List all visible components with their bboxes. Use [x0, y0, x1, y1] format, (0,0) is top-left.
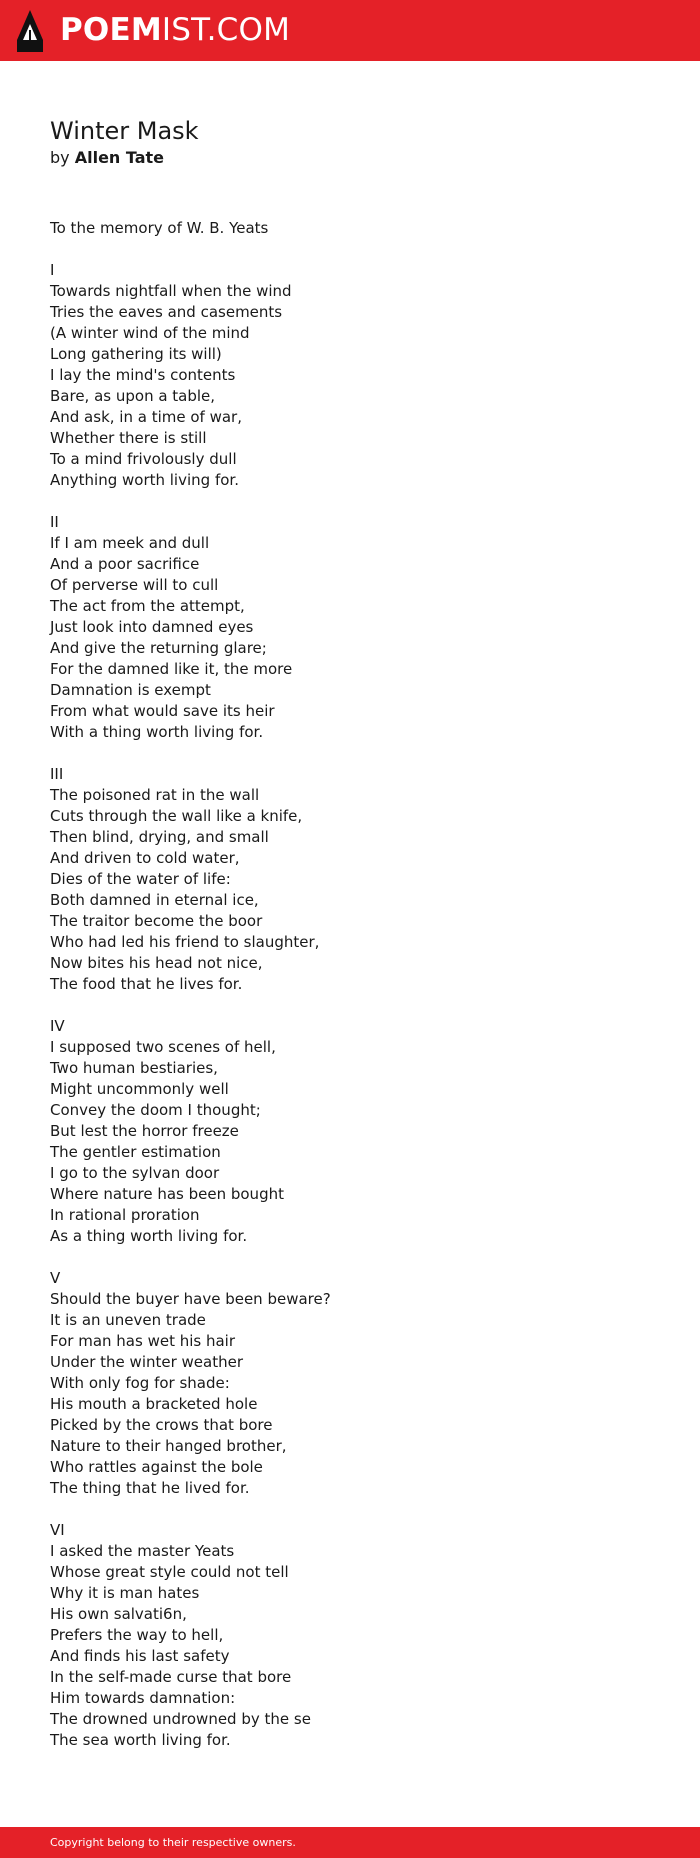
poem-line: For man has wet his hair [50, 1332, 236, 1350]
poem-line: And a poor sacrifice [50, 555, 200, 573]
stanza-break [50, 239, 331, 260]
poem-line: With only fog for shade: [50, 1374, 230, 1392]
poem-line: The thing that he lived for. [50, 1479, 250, 1497]
author-name[interactable]: Allen Tate [74, 148, 165, 167]
poem-body [50, 218, 331, 1751]
poem-line: Under the winter weather [50, 1353, 244, 1371]
poem-line: And finds his last safety [50, 1647, 230, 1665]
poem-line: To a mind frivolously dull [50, 450, 237, 468]
poem-line: To the memory of W. B. Yeats [50, 219, 269, 237]
poem-line: Bare, as upon a table, [50, 387, 216, 405]
poem-line: In the self-made curse that bore [50, 1668, 292, 1686]
poem-line: Where nature has been bought [50, 1185, 284, 1203]
poem-line: Now bites his head not nice, [50, 954, 263, 972]
poem-line: Towards nightfall when the wind [50, 282, 292, 300]
poem-line: Two human bestiaries, [50, 1059, 218, 1077]
poem-line: And give the returning glare; [50, 639, 267, 657]
poem-line: (A winter wind of the mind [50, 324, 250, 342]
poem-line: I lay the mind's contents [50, 366, 236, 384]
site-footer [0, 1827, 700, 1858]
poem-line: The poisoned rat in the wall [50, 786, 260, 804]
poem-line: Should the buyer have been beware? [50, 1290, 331, 1308]
poem-line: Long gathering its will) [50, 345, 222, 363]
poem-line: Anything worth living for. [50, 471, 239, 489]
poem-line: I asked the master Yeats [50, 1542, 235, 1560]
poem-line: V [50, 1269, 61, 1287]
by-prefix: by [50, 148, 70, 167]
stanza-break [50, 995, 331, 1016]
poem-line: III [50, 765, 64, 783]
poem-line: But lest the horror freeze [50, 1122, 239, 1140]
poem-line: II [50, 513, 59, 531]
poem-line: Cuts through the wall like a knife, [50, 807, 303, 825]
stanza-break [50, 491, 331, 512]
poem-line: With a thing worth living for. [50, 723, 264, 741]
poem-line: The gentler estimation [50, 1143, 221, 1161]
poem-line: The drowned undrowned by the se [50, 1710, 311, 1728]
poem-line: As a thing worth living for. [50, 1227, 248, 1245]
poem-line: IV [50, 1017, 65, 1035]
poem-line: His own salvati6n, [50, 1605, 187, 1623]
poem-line: Of perverse will to cull [50, 576, 219, 594]
stanza-break [50, 1247, 331, 1268]
poem-line: Why it is man hates [50, 1584, 200, 1602]
poem-line: In rational proration [50, 1206, 200, 1224]
poem-line: If I am meek and dull [50, 534, 210, 552]
poem-line: Just look into damned eyes [50, 618, 254, 636]
site-logo-link[interactable] [60, 11, 290, 49]
poem-line: Whether there is still [50, 429, 207, 447]
poem-line: Tries the eaves and casements [50, 303, 283, 321]
poem-line: For the damned like it, the more [50, 660, 293, 678]
poem-line: It is an uneven trade [50, 1311, 206, 1329]
poem-line: The food that he lives for. [50, 975, 243, 993]
poem-line: And driven to cold water, [50, 849, 240, 867]
poem-line: Dies of the water of life: [50, 870, 231, 888]
poem-byline [50, 147, 164, 169]
poem-line: Then blind, drying, and small [50, 828, 269, 846]
poem-line: I go to the sylvan door [50, 1164, 220, 1182]
poem-line: Prefers the way to hell, [50, 1626, 224, 1644]
poem-line: The sea worth living for. [50, 1731, 231, 1749]
poem-line: Both damned in eternal ice, [50, 891, 259, 909]
poem-line: Picked by the crows that bore [50, 1416, 273, 1434]
poem-line: I supposed two scenes of hell, [50, 1038, 276, 1056]
poem-line: Who rattles against the bole [50, 1458, 263, 1476]
poem-line: Who had led his friend to slaughter, [50, 933, 320, 951]
poem-line: His mouth a bracketed hole [50, 1395, 258, 1413]
brand-name-light: IST.COM [161, 12, 291, 48]
poem-line: I [50, 261, 55, 279]
pen-nib-icon[interactable] [17, 10, 43, 52]
poem-line: Nature to their hanged brother, [50, 1437, 287, 1455]
copyright-text: Copyright belong to their respective owners. [50, 1836, 296, 1849]
poem-title: Winter Mask [50, 117, 199, 145]
poem-line: From what would save its heir [50, 702, 275, 720]
stanza-break [50, 743, 331, 764]
stanza-break [50, 1499, 331, 1520]
poem-line: Might uncommonly well [50, 1080, 229, 1098]
poem-line: Him towards damnation: [50, 1689, 236, 1707]
poem-line: Whose great style could not tell [50, 1563, 289, 1581]
poem-line: And ask, in a time of war, [50, 408, 242, 426]
poem-line: The traitor become the boor [50, 912, 263, 930]
site-header [0, 0, 700, 61]
brand-name-bold: POEM [60, 12, 162, 48]
poem-line: Convey the doom I thought; [50, 1101, 261, 1119]
poem-line: Damnation is exempt [50, 681, 211, 699]
poem-line: The act from the attempt, [50, 597, 245, 615]
poem-line: VI [50, 1521, 65, 1539]
